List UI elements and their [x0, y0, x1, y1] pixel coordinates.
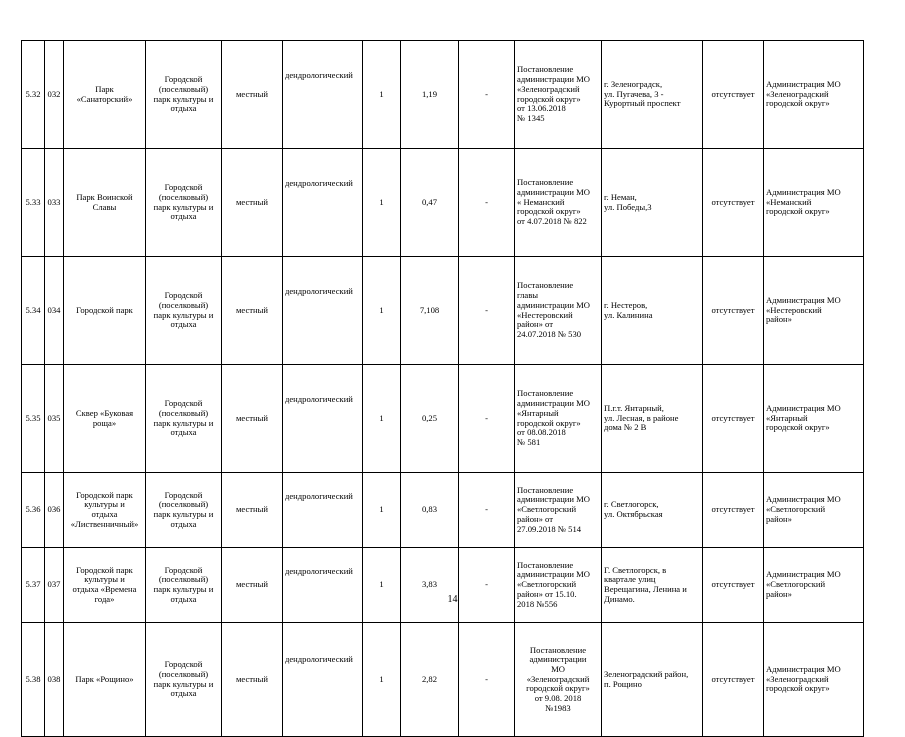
- park-profile: дендрологический: [283, 149, 363, 257]
- location-address: Зеленоградский район, п. Рощино: [602, 623, 703, 737]
- row-code: 037: [45, 548, 64, 623]
- row-code: 036: [45, 473, 64, 548]
- area-value: 3,83: [401, 548, 459, 623]
- area-value: 0,25: [401, 365, 459, 473]
- table-row: [22, 365, 864, 473]
- park-type: Городской (поселковый) парк культуры и отдыха: [146, 548, 222, 623]
- founding-document: Постановление администрации МО «Светлогорский район» от 15.10. 2018 №556: [515, 548, 602, 623]
- status-value: отсутствует: [703, 548, 764, 623]
- park-profile: дендрологический: [283, 257, 363, 365]
- dash-cell: -: [459, 257, 515, 365]
- status-value: отсутствует: [703, 473, 764, 548]
- table-row: [22, 473, 864, 548]
- cluster-count: 1: [363, 623, 401, 737]
- dash-cell: -: [459, 149, 515, 257]
- dash-cell: -: [459, 41, 515, 149]
- park-profile: дендрологический: [283, 365, 363, 473]
- area-value: 1,19: [401, 41, 459, 149]
- protected-areas-table: [21, 40, 864, 737]
- row-number: 5.37: [22, 548, 45, 623]
- park-type: Городской (поселковый) парк культуры и отдыха: [146, 41, 222, 149]
- table-row: [22, 41, 864, 149]
- managing-administration: Администрация МО «Неманский городской округ»: [764, 149, 864, 257]
- area-value: 0,83: [401, 473, 459, 548]
- park-profile: дендрологический: [283, 473, 363, 548]
- area-value: 0,47: [401, 149, 459, 257]
- location-address: П.г.т. Янтарный, ул. Лесная, в районе дома № 2 В: [602, 365, 703, 473]
- table-row: [22, 257, 864, 365]
- park-profile: дендрологический: [283, 41, 363, 149]
- cluster-count: 1: [363, 257, 401, 365]
- founding-document: Постановление администрации МО «Зеленоградский городской округ» от 9.08. 2018 №1983: [515, 623, 602, 737]
- park-name: Городской парк культуры и отдыха «Времена года»: [64, 548, 146, 623]
- significance-level: местный: [222, 548, 283, 623]
- location-address: г. Светлогорск, ул. Октябрьская: [602, 473, 703, 548]
- area-value: 2,82: [401, 623, 459, 737]
- table-row: [22, 548, 864, 623]
- cluster-count: 1: [363, 473, 401, 548]
- park-name: Парк «Рощино»: [64, 623, 146, 737]
- area-value: 7,108: [401, 257, 459, 365]
- dash-cell: -: [459, 623, 515, 737]
- significance-level: местный: [222, 365, 283, 473]
- dash-cell: -: [459, 548, 515, 623]
- significance-level: местный: [222, 257, 283, 365]
- managing-administration: Администрация МО «Зеленоградский городской округ»: [764, 623, 864, 737]
- significance-level: местный: [222, 623, 283, 737]
- founding-document: Постановление администрации МО «Зеленоградский городской округ» от 13.06.2018 № 1345: [515, 41, 602, 149]
- park-type: Городской (поселковый) парк культуры и отдыха: [146, 623, 222, 737]
- founding-document: Постановление администрации МО « Неманский городской округ» от 4.07.2018 № 822: [515, 149, 602, 257]
- page-number: 14: [447, 594, 458, 605]
- founding-document: Постановление администрации МО «Светлогорский район» от 27.09.2018 № 514: [515, 473, 602, 548]
- park-type: Городской (поселковый) парк культуры и отдыха: [146, 257, 222, 365]
- row-number: 5.32: [22, 41, 45, 149]
- managing-administration: Администрация МО «Светлогорский район»: [764, 473, 864, 548]
- managing-administration: Администрация МО «Нестеровский район»: [764, 257, 864, 365]
- significance-level: местный: [222, 473, 283, 548]
- park-type: Городской (поселковый) парк культуры и отдыха: [146, 473, 222, 548]
- cluster-count: 1: [363, 41, 401, 149]
- row-number: 5.35: [22, 365, 45, 473]
- cluster-count: 1: [363, 149, 401, 257]
- location-address: г. Нестеров, ул. Калинина: [602, 257, 703, 365]
- row-number: 5.33: [22, 149, 45, 257]
- cluster-count: 1: [363, 548, 401, 623]
- managing-administration: Администрация МО «Светлогорский район»: [764, 548, 864, 623]
- park-type: Городской (поселковый) парк культуры и отдыха: [146, 365, 222, 473]
- location-address: Г. Светлогорск, в квартале улиц Верещагина, Ленина и Динамо.: [602, 548, 703, 623]
- park-profile: дендрологический: [283, 623, 363, 737]
- cluster-count: 1: [363, 365, 401, 473]
- dash-cell: -: [459, 365, 515, 473]
- status-value: отсутствует: [703, 257, 764, 365]
- park-type: Городской (поселковый) парк культуры и отдыха: [146, 149, 222, 257]
- park-name: Городской парк: [64, 257, 146, 365]
- significance-level: местный: [222, 41, 283, 149]
- managing-administration: Администрация МО «Янтарный городской округ»: [764, 365, 864, 473]
- founding-document: Постановление главы администрации МО «Нестеровский район» от 24.07.2018 № 530: [515, 257, 602, 365]
- row-code: 038: [45, 623, 64, 737]
- park-name: Парк «Санаторский»: [64, 41, 146, 149]
- row-number: 5.38: [22, 623, 45, 737]
- row-code: 034: [45, 257, 64, 365]
- table-row: [22, 149, 864, 257]
- row-number: 5.34: [22, 257, 45, 365]
- managing-administration: Администрация МО «Зеленоградский городской округ»: [764, 41, 864, 149]
- row-code: 032: [45, 41, 64, 149]
- status-value: отсутствует: [703, 365, 764, 473]
- park-name: Городской парк культуры и отдыха «Лиственничный»: [64, 473, 146, 548]
- row-code: 035: [45, 365, 64, 473]
- dash-cell: -: [459, 473, 515, 548]
- row-number: 5.36: [22, 473, 45, 548]
- park-name: Парк Воинской Славы: [64, 149, 146, 257]
- row-code: 033: [45, 149, 64, 257]
- founding-document: Постановление администрации МО «Янтарный городской округ» от 08.08.2018 № 581: [515, 365, 602, 473]
- park-profile: дендрологический: [283, 548, 363, 623]
- status-value: отсутствует: [703, 41, 764, 149]
- location-address: г. Неман, ул. Победы,3: [602, 149, 703, 257]
- location-address: г. Зеленоградск, ул. Пугачева, 3 - Курортный проспект: [602, 41, 703, 149]
- status-value: отсутствует: [703, 149, 764, 257]
- significance-level: местный: [222, 149, 283, 257]
- park-name: Сквер «Буковая роща»: [64, 365, 146, 473]
- status-value: отсутствует: [703, 623, 764, 737]
